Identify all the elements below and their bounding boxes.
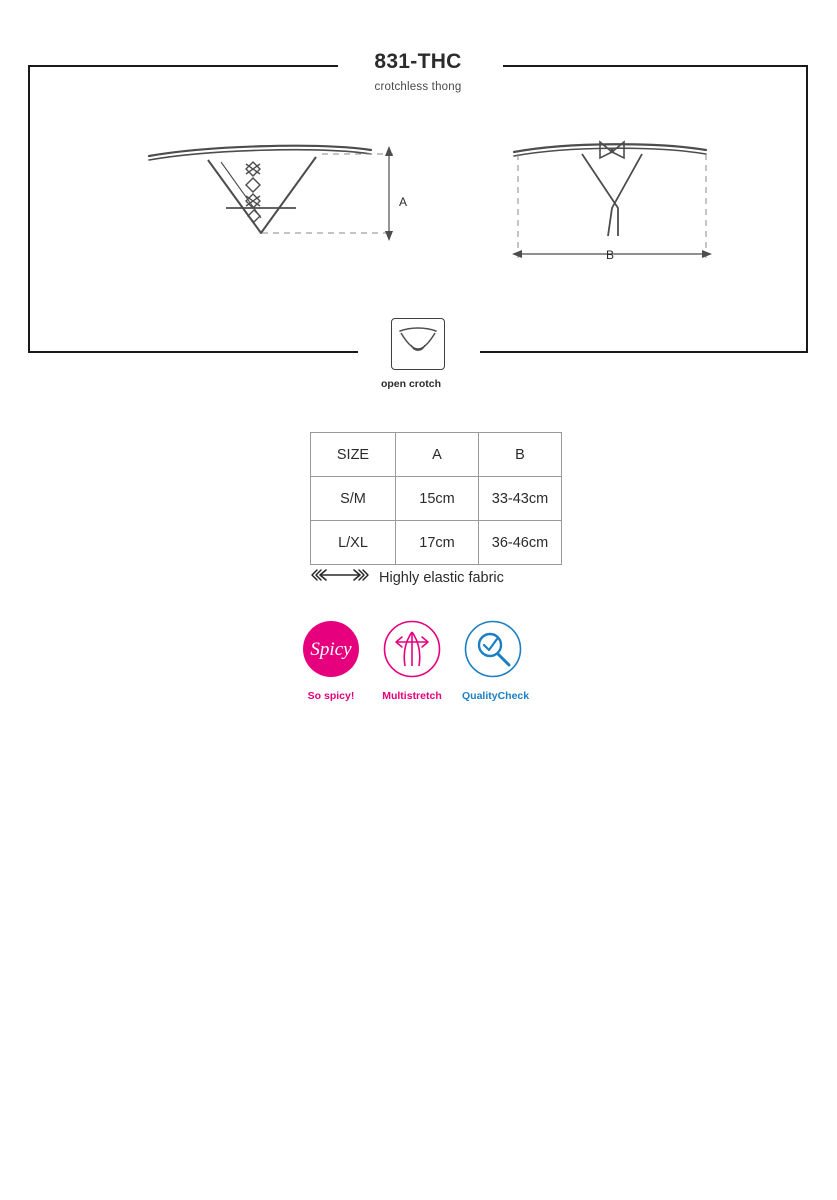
dimension-label-a: A — [399, 195, 408, 209]
badge-label-so-spicy: So spicy! — [307, 690, 355, 702]
table-row — [311, 521, 562, 565]
badge-qualitycheck — [462, 620, 530, 702]
table-header-a: A — [396, 433, 479, 477]
multistretch-badge-icon — [383, 620, 441, 678]
border-gap-title — [338, 59, 503, 71]
qualitycheck-badge-icon — [464, 620, 522, 678]
cell-size: L/XL — [311, 521, 396, 565]
size-table — [310, 432, 562, 565]
spicy-badge-icon — [302, 620, 360, 678]
elastic-fabric-note — [310, 567, 504, 588]
back-view-drawing — [508, 140, 758, 345]
technical-drawing-sheet — [28, 50, 808, 353]
product-subtitle: crotchless thong — [374, 81, 462, 93]
page-title: 831-THC — [374, 50, 462, 73]
badge-multistretch — [381, 620, 443, 702]
elastic-fabric-label: Highly elastic fabric — [379, 569, 504, 586]
badge-so-spicy — [300, 620, 362, 702]
cell-size: S/M — [311, 477, 396, 521]
cell-a: 17cm — [396, 521, 479, 565]
front-view-drawing — [146, 140, 436, 335]
badge-label-multistretch: Multistretch — [382, 690, 442, 702]
cell-b: 36-46cm — [479, 521, 562, 565]
table-header-row — [311, 433, 562, 477]
table-header-size: SIZE — [311, 433, 396, 477]
open-crotch-label: open crotch — [380, 378, 442, 390]
badge-label-qualitycheck: QualityCheck — [462, 690, 530, 702]
table-row — [311, 477, 562, 521]
open-crotch-icon — [391, 318, 445, 370]
elastic-arrow-icon — [310, 567, 370, 588]
table-header-b: B — [479, 433, 562, 477]
open-crotch-feature — [380, 318, 446, 390]
badge-row — [300, 620, 530, 702]
cell-a: 15cm — [396, 477, 479, 521]
cell-b: 33-43cm — [479, 477, 562, 521]
dimension-label-b: B — [606, 248, 615, 262]
svg-text:Spicy: Spicy — [310, 639, 352, 660]
